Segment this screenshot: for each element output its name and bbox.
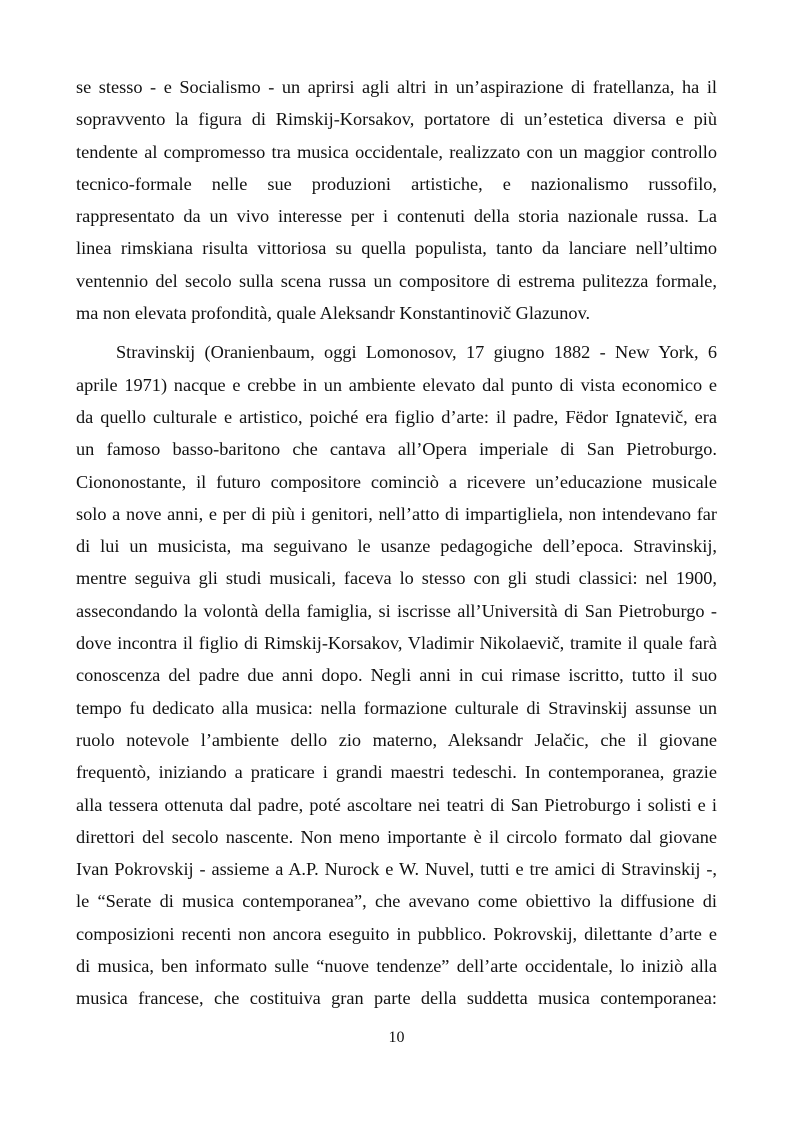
text-line: composizioni recenti non ancora eseguito in pubblico. Pokrovskij, dilettante d’arte e	[76, 923, 717, 944]
text-line: alla tessera ottenuta dal padre, poté ascoltare nei teatri di San Pietroburgo i solisti e i	[76, 794, 717, 815]
text-line: Ciononostante, il futuro compositore cominciò a ricevere un’educazione musicale	[76, 471, 717, 492]
text-line: da quello culturale e artistico, poiché era figlio d’arte: il padre, Fëdor Ignatevič, era	[76, 406, 717, 427]
text-line: aprile 1971) nacque e crebbe in un ambiente elevato dal punto di vista economico e	[76, 374, 717, 395]
body-text	[76, 71, 717, 1015]
text-line: mentre seguiva gli studi musicali, faceva lo stesso con gli studi classici: nel 1900,	[76, 568, 717, 589]
text-line: di musica, ben informato sulle “nuove tendenze” dell’arte occidentale, lo iniziò alla	[76, 956, 717, 977]
text-line: ruolo notevole l’ambiente dello zio materno, Aleksandr Jelačic, che il giovane	[76, 729, 717, 750]
text-line: linea rimskiana risulta vittoriosa su quella populista, tanto da lanciare nell’ultimo	[76, 238, 717, 259]
text-line: sopravvento la figura di Rimskij-Korsakov, portatore di un’estetica diversa e più	[76, 109, 717, 130]
text-line: tendente al compromesso tra musica occidentale, realizzato con un maggior controllo	[76, 141, 717, 162]
page-number: 10	[388, 1029, 405, 1046]
paragraph-spacer	[76, 329, 717, 336]
text-line: direttori del secolo nascente. Non meno importante è il circolo formato dal giovane	[76, 826, 717, 847]
text-line: ma non elevata profondità, quale Aleksandr Konstantinovič Glazunov.	[76, 303, 591, 324]
text-line: le “Serate di musica contemporanea”, che avevano come obiettivo la diffusione di	[76, 891, 717, 912]
text-line: di lui un musicista, ma seguivano le usanze pedagogiche dell’epoca. Stravinskij,	[76, 536, 717, 557]
text-line: solo a nove anni, e per di più i genitori, nell’atto di impartigliela, non intendevano far	[76, 503, 717, 524]
text-line: conoscenza del padre due anni dopo. Negli anni in cui rimase iscritto, tutto il suo	[76, 665, 717, 686]
text-line: frequentò, iniziando a praticare i grandi maestri tedeschi. In contemporanea, grazie	[76, 762, 717, 783]
text-line: ventennio del secolo sulla scena russa un compositore di estrema pulitezza formale,	[76, 270, 717, 291]
text-line: Ivan Pokrovskij - assieme a A.P. Nurock e W. Nuvel, tutti e tre amici di Stravinskij -,	[76, 859, 717, 880]
text-line: Stravinskij (Oranienbaum, oggi Lomonosov, 17 giugno 1882 - New York, 6	[116, 342, 717, 363]
text-line: tempo fu dedicato alla musica: nella formazione culturale di Stravinskij assunse un	[76, 697, 717, 718]
text-line: tecnico-formale nelle sue produzioni artistiche, e nazionalismo russofilo,	[76, 173, 717, 194]
text-line: dove incontra il figlio di Rimskij-Korsakov, Vladimir Nikolaevič, tramite il quale farà	[76, 633, 717, 654]
text-line: se stesso - e Socialismo - un aprirsi agli altri in un’aspirazione di fratellanza, ha il	[76, 77, 717, 97]
text-line: musica francese, che costituiva gran parte della suddetta musica contemporanea:	[76, 988, 717, 1009]
text-line: rappresentato da un vivo interesse per i contenuti della storia nazionale russa. La	[76, 206, 717, 227]
text-line: assecondando la volontà della famiglia, si iscrisse all’Università di San Pietroburgo -	[76, 600, 717, 621]
paragraph-1	[76, 71, 717, 329]
text-line: un famoso basso-baritono che cantava all’Opera imperiale di San Pietroburgo.	[76, 439, 717, 460]
paragraph-2	[76, 336, 717, 1014]
